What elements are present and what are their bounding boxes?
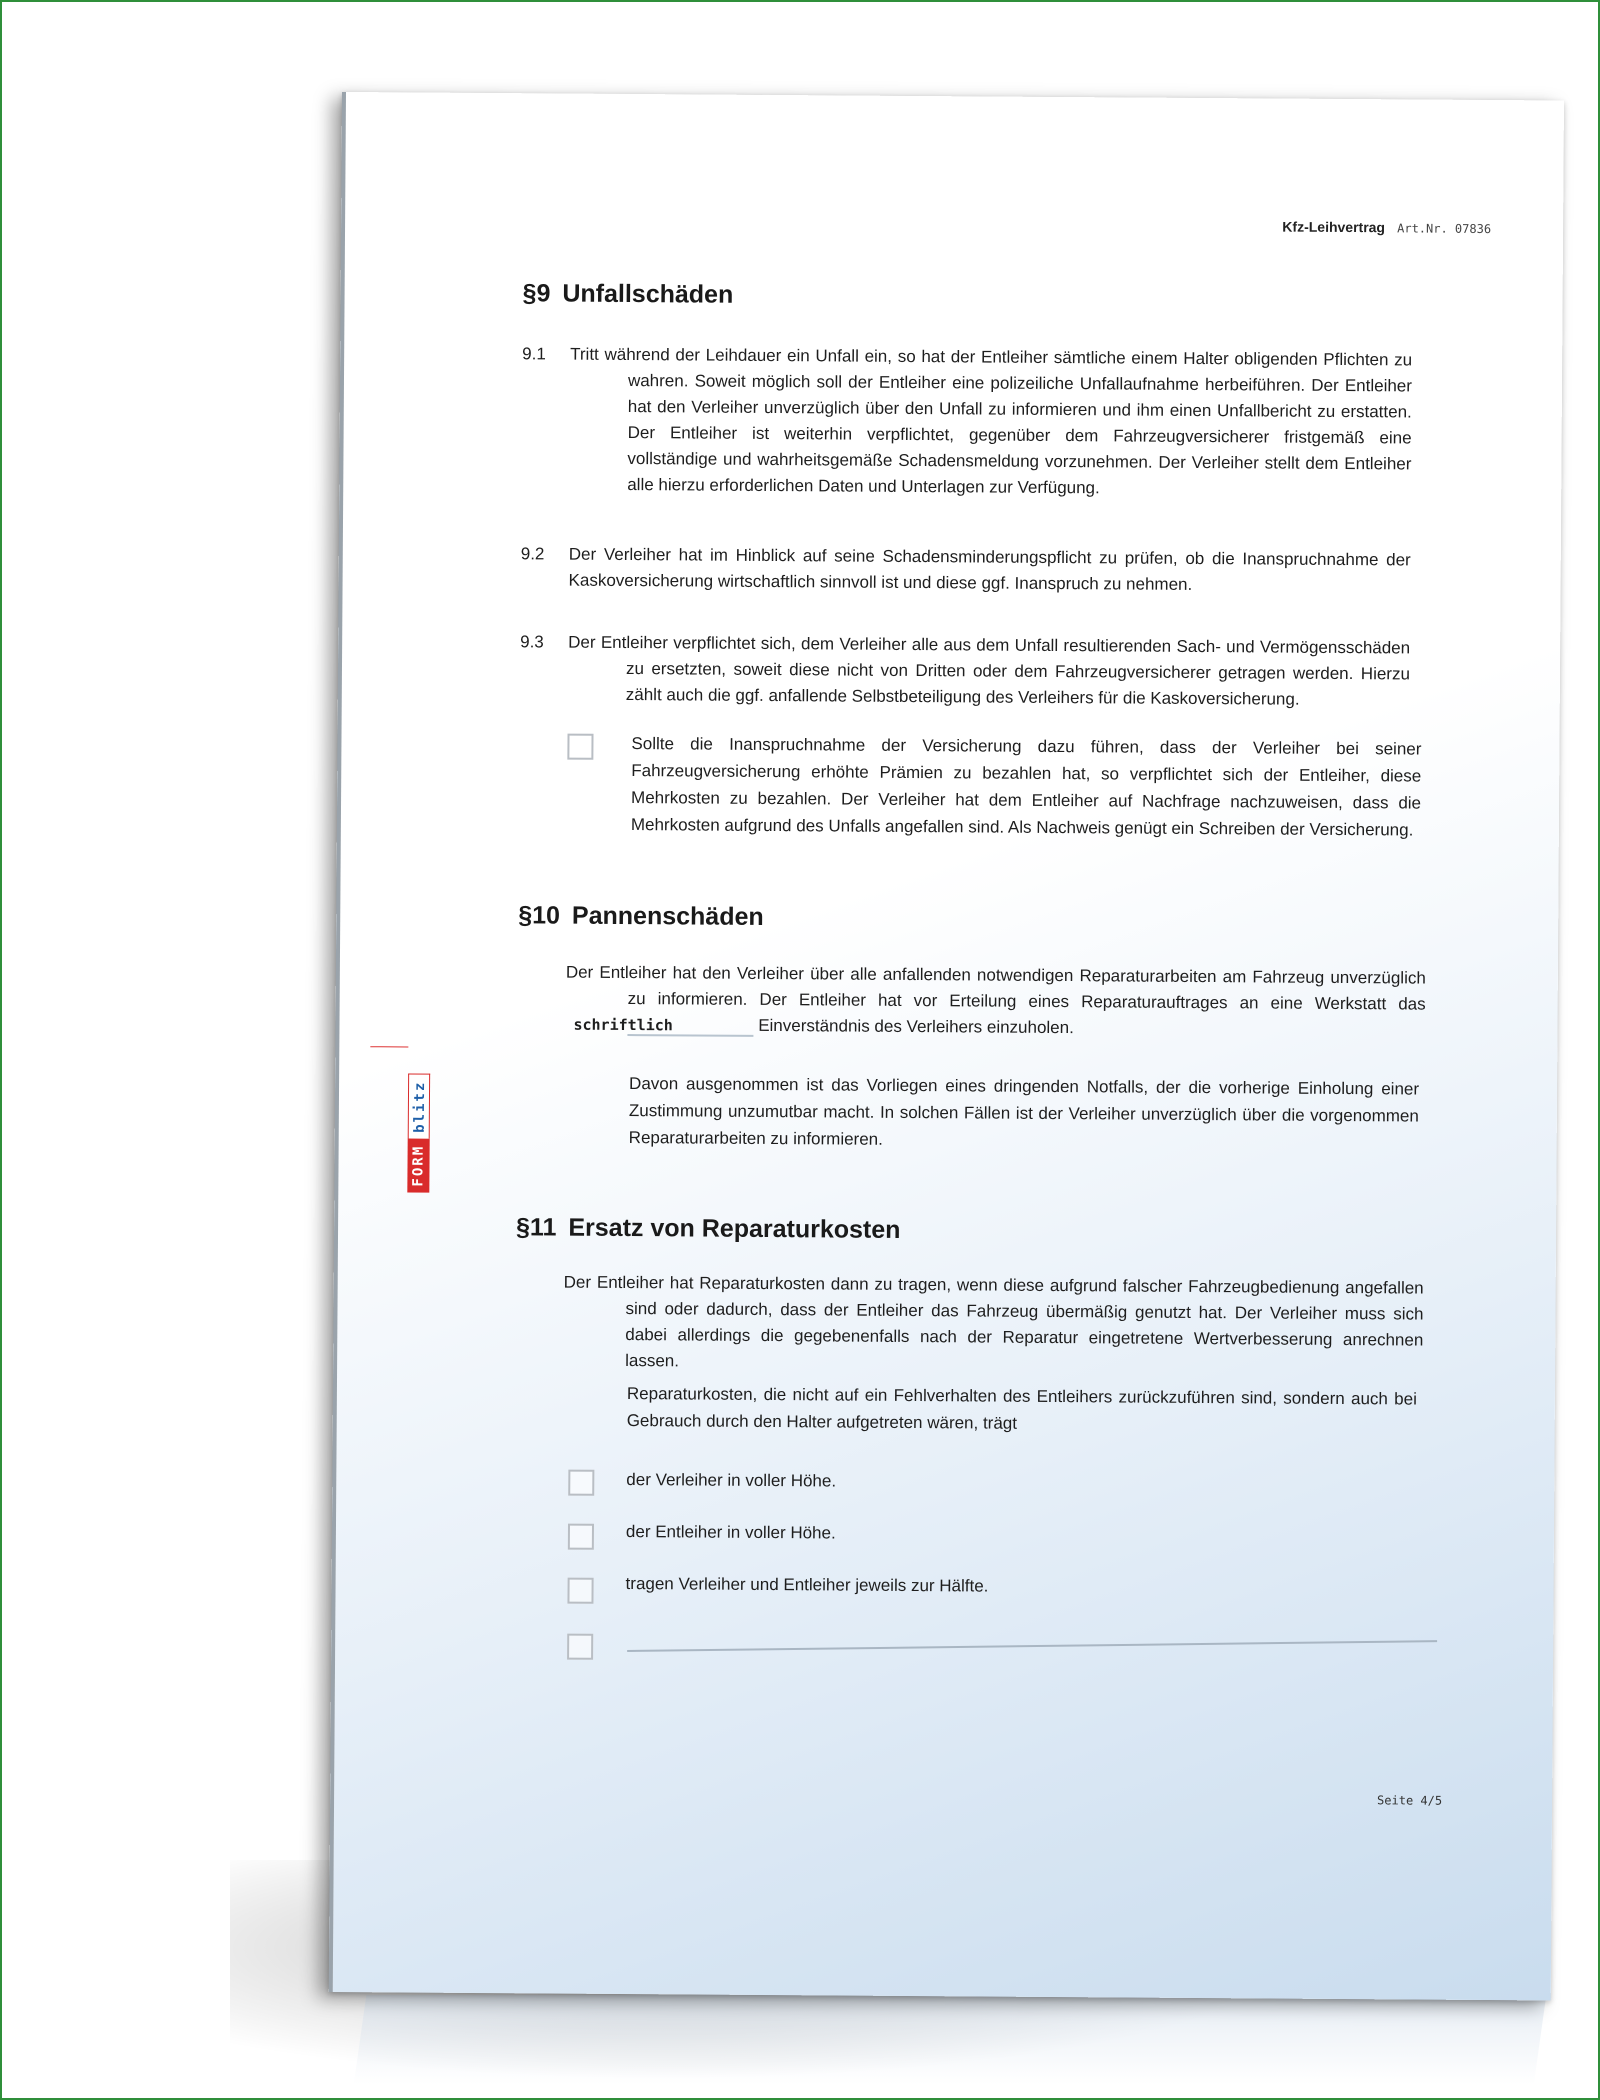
section-9-heading xyxy=(522,279,733,309)
paragraph-number: 9.2 xyxy=(520,544,545,564)
logo-accent-line xyxy=(370,1046,408,1047)
paragraph-11-1 xyxy=(563,1270,1424,1380)
option-checkbox-verleiher[interactable] xyxy=(568,1470,594,1496)
section-number: §11 xyxy=(515,1213,557,1242)
paragraph-text: Der Entleiher hat den Verleiher über alle anfallenden notwendigen Reparaturarbeiten am Fahrzeug unverzüglich zu informieren. Der Entleiher hat vor Erteilung eines Reparaturauftrages an eine Werkstatt das xyxy=(565,962,1426,1014)
section-number: §9 xyxy=(522,279,551,308)
section-11-heading xyxy=(516,1213,901,1245)
section-number: §10 xyxy=(518,901,561,930)
document-page xyxy=(329,92,1564,2000)
option-checkbox-entleiher[interactable] xyxy=(568,1524,594,1550)
document-title: Kfz-Leihvertrag xyxy=(1282,218,1386,236)
logo-wordmark xyxy=(407,1042,430,1192)
paragraph-9-1 xyxy=(521,341,1412,503)
option-checkbox-haelfte[interactable] xyxy=(567,1578,593,1604)
paragraph-text-continued: Einverständnis des Verleihers einzuholen. xyxy=(758,1015,1074,1038)
paragraph-11-2: Reparaturkosten, die nicht auf ein Fehlverhalten des Entleihers zurückzuführen sind, sondern auch bei Gebrauch durch den Halter aufgetreten wären, trägt xyxy=(626,1384,1417,1433)
paragraph-number: 9.1 xyxy=(522,344,546,364)
paragraph-text: Der Entleiher verpflichtet sich, dem Verleiher alle aus dem Unfall resultierenden Sach- und Vermögensschäden zu ersetzten, soweit diese nicht von Dritten oder dem Fahrzeugversicherer getragen werden. Hierzu zählt auch die ggf. anfallende Selbstbeteiligung des Verleihers für die Kaskoversicherung. xyxy=(568,632,1411,709)
option-text-9: Sollte die Inanspruchnahme der Versicherung dazu führen, dass der Verleiher bei seiner Fahrzeugversicherung erhöhte Prämien zu bezahlen hat, so verpflichtet sich der Entleiher, diese Mehrkosten zu bezahlen. Der Verleiher hat dem Entleiher auf Nachfrage nachzuweisen, dass die Mehrkosten aufgrund des Unfalls angefallen sind. Als Nachweis genügt ein Schreiben der Versicherung. xyxy=(630,734,1422,840)
fill-in-field[interactable]: schriftlich xyxy=(627,1016,753,1037)
formblitz-logo xyxy=(407,1042,430,1192)
option-label: tragen Verleiher und Entleiher jeweils zur Hälfte. xyxy=(625,1574,989,1596)
page-reflection xyxy=(354,1995,1547,2085)
logo-text-form: FORM xyxy=(407,1139,429,1193)
logo-text-blitz: blitz xyxy=(408,1074,430,1139)
paragraph-number: 9.3 xyxy=(520,632,544,652)
section-title: Ersatz von Reparaturkosten xyxy=(568,1213,901,1244)
paragraph-10-1 xyxy=(565,960,1426,1044)
option-checkbox-custom[interactable] xyxy=(567,1634,593,1660)
paragraph-text: Tritt während der Leihdauer ein Unfall ein, so hat der Entleiher sämtliche einem Halter obligenden Pflichten zu wahren. Soweit möglich soll der Entleiher eine polizeiliche Unfallaufnahme herbeiführen. Der Entleiher hat den Verleiher unverzüglich über den Unfall zu informieren und ihm einen Unfallbericht zu erstatten. Der Entleiher ist weiterhin verpflichtet, gegenüber dem Fahrzeugversicherer fristgemäß eine vollständige und wahrheitsgemäße Schadensmeldung vorzunehmen. Der Verleiher stellt dem Entleiher alle hierzu erforderlichen Daten und Unterlagen zur Verfügung. xyxy=(570,344,1413,498)
article-number: Art.Nr. 07836 xyxy=(1397,221,1492,237)
paragraph-10-2: Davon ausgenommen ist das Vorliegen eines dringenden Notfalls, der die vorherige Einholung einer Zustimmung unzumutbar macht. In solchen Fällen ist der Verleiher unverzüglich über die vorgenommen Reparaturarbeiten zu informieren. xyxy=(628,1074,1420,1149)
page-number: Seite 4/5 xyxy=(1377,1793,1443,1808)
custom-option-line[interactable] xyxy=(627,1640,1437,1652)
option-label: der Entleiher in voller Höhe. xyxy=(625,1522,836,1543)
section-10-heading xyxy=(518,901,764,932)
paragraph-9-2 xyxy=(521,541,1411,599)
option-label: der Verleiher in voller Höhe. xyxy=(626,1470,837,1491)
paragraph-text: Der Verleiher hat im Hinblick auf seine Schadensminderungspflicht zu prüfen, ob die Inanspruchnahme der Kaskoversicherung wirtschaftlich sinnvoll ist und diese ggf. Inanspruch zu nehmen. xyxy=(568,544,1411,594)
paragraph-9-3 xyxy=(520,629,1411,713)
document-header xyxy=(1282,219,1491,237)
option-checkbox-9[interactable] xyxy=(567,734,593,760)
section-title: Pannenschäden xyxy=(571,901,764,931)
paragraph-text: Der Entleiher hat Reparaturkosten dann zu tragen, wenn diese aufgrund falscher Fahrzeugbedienung angefallen sind oder dadurch, dass der Entleiher das Fahrzeug übermäßig genutzt hat. Der Verleiher muss sich dabei allerdings die gegebenenfalls nach der Reparatur eingetretene Wertverbesserung anrechnen lassen. xyxy=(563,1272,1424,1371)
section-title: Unfallschäden xyxy=(562,279,734,309)
